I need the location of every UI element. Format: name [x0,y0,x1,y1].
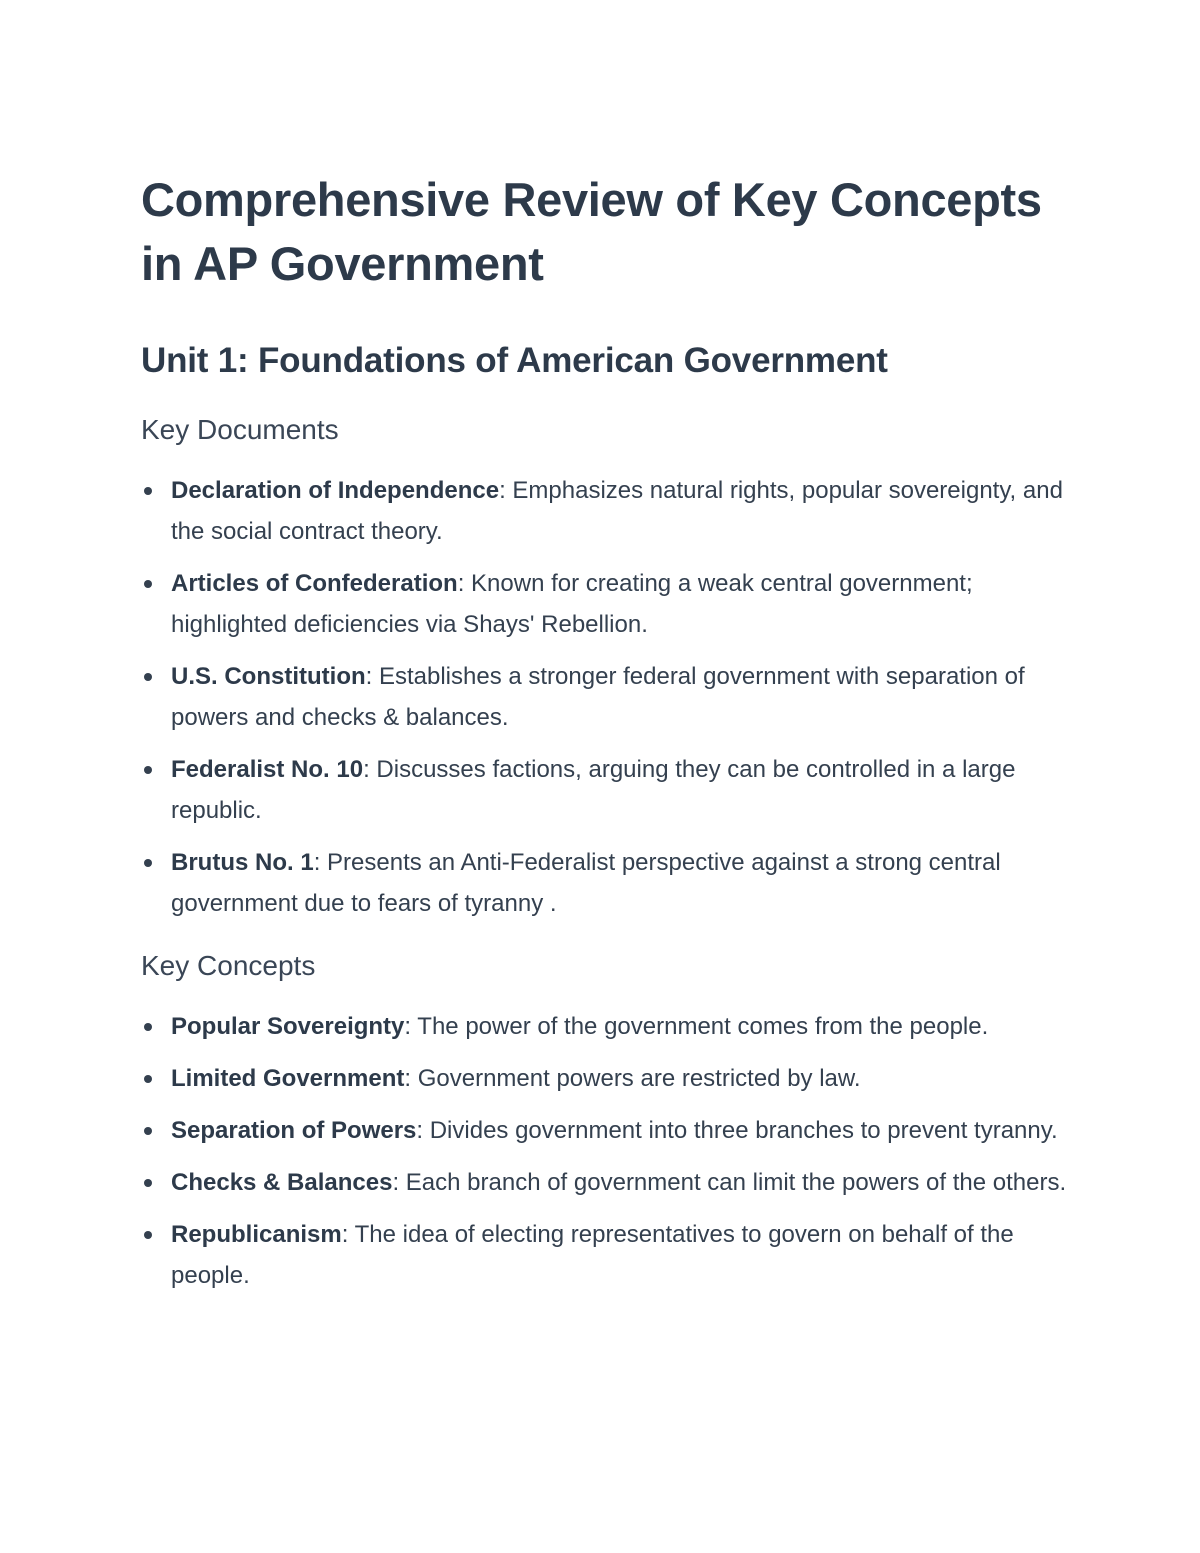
list-item [141,1058,1071,1099]
item-text: : Known for creating a weak central government; highlighted deficiencies via Shays' Rebellion. [171,570,973,638]
item-text: : The idea of electing representatives to govern on behalf of the people. [171,1221,1014,1289]
document-title: Comprehensive Review of Key Concepts in AP Government [141,173,1042,290]
item-text: : Divides government into three branches to prevent tyranny. [416,1117,1058,1144]
item-text: : Discusses factions, arguing they can be controlled in a large republic. [171,756,1016,824]
item-term: Limited Government [171,1065,405,1092]
bullet-icon [144,673,152,681]
item-text: : Establishes a stronger federal government with separation of powers and checks & balances. [171,663,1025,731]
list-item [141,656,1071,738]
item-term: Checks & Balances [171,1169,393,1196]
bullet-icon [144,766,152,774]
item-text: : Government powers are restricted by law. [404,1065,861,1092]
item-term: U.S. Constitution [171,663,366,690]
list-item [141,470,1071,552]
bullet-icon [144,1179,152,1187]
list-item [141,842,1071,924]
list-item [141,1006,1071,1047]
bullet-icon [144,1023,152,1031]
bullet-icon [144,1075,152,1083]
section-heading-key-documents: Key Documents [141,414,339,445]
bullet-icon [144,1231,152,1239]
item-text: : Presents an Anti-Federalist perspective against a strong central government due to fears of tyranny . [171,849,1001,917]
item-text: : The power of the government comes from the people. [404,1013,989,1040]
list-item [141,749,1071,831]
bullet-icon [144,1127,152,1135]
bullet-icon [144,487,152,495]
list-item [141,1214,1071,1296]
item-term: Articles of Confederation [171,570,458,597]
item-term: Brutus No. 1 [171,849,314,876]
unit-heading: Unit 1: Foundations of American Government [141,341,888,380]
item-term: Declaration of Independence [171,477,500,504]
list-item [141,1110,1071,1151]
item-term: Separation of Powers [171,1117,417,1144]
item-text: : Emphasizes natural rights, popular sovereignty, and the social contract theory. [171,477,1063,545]
item-text: : Each branch of government can limit the powers of the others. [392,1169,1067,1196]
key-concepts-list [141,1006,1071,1296]
list-item [141,563,1071,645]
item-term: Popular Sovereignty [171,1013,405,1040]
item-term: Federalist No. 10 [171,756,364,783]
list-item [141,1162,1071,1203]
key-documents-list [141,470,1071,924]
document-page [141,168,1071,1307]
section-heading-key-concepts: Key Concepts [141,950,316,981]
item-term: Republicanism [171,1221,342,1248]
bullet-icon [144,580,152,588]
bullet-icon [144,859,152,867]
